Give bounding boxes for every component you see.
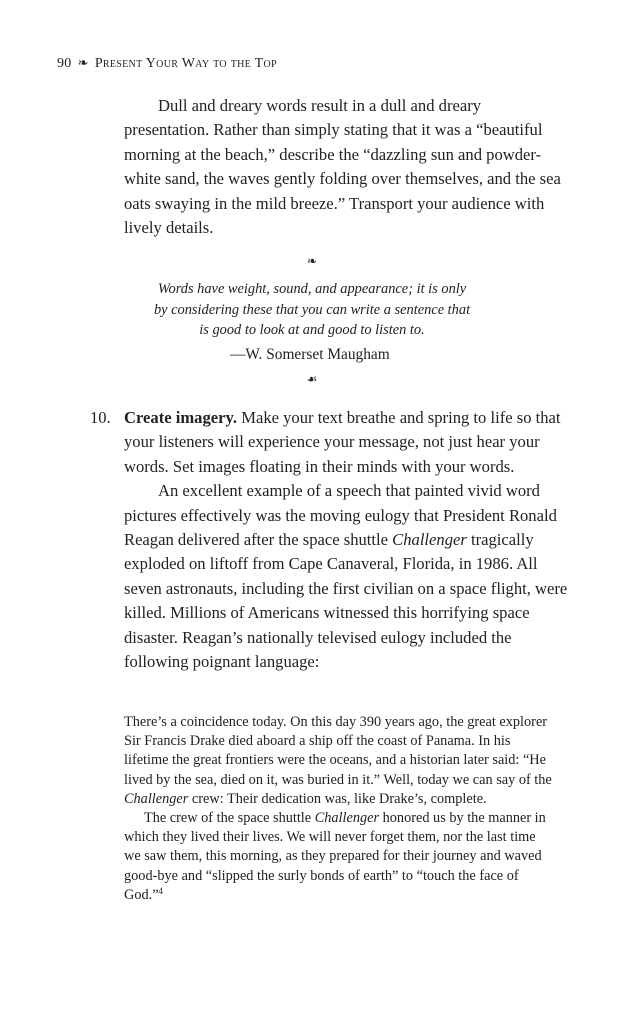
epigraph-line-2: by considering these that you can write a sentence that [153,301,471,318]
epigraph-line-1: Words have weight, sound, and appearance; it is only [157,281,467,297]
item-paragraph-1 [124,406,570,479]
intro-section [124,94,568,240]
list-item-10 [90,406,570,674]
shuttle-name: Challenger [392,530,467,550]
item-p2-text-before: An excellent example of a speech that painted vivid word pictures effectively was the moving eulogy that President Ronald Reagan delivered after the space shuttle [124,481,557,550]
quote-p2-before: The crew of the space shuttle [144,810,315,827]
block-quote [124,713,554,905]
running-head [57,55,277,72]
book-title: Present Your Way to the Top [94,56,277,71]
quote-p1-after: crew: Their dedication was, like Drake’s, complete. [188,790,487,807]
quote-p2-after: honored us by the manner in which they lived their lives. We will never forget them, nor the last time we saw them, this morning, as they prepared for their journey and waved good-bye and “slipped the surly bonds of earth” to “touch the face of God.” [124,810,546,903]
list-number: 10. [90,408,111,427]
item-paragraph-2 [124,479,570,674]
fleuron-icon: ❧ [77,55,89,70]
quote-paragraph-2 [124,809,554,905]
quote-p1-before: There’s a coincidence today. On this day 390 years ago, the great explorer Sir Francis Drake died aboard a ship off the coast of Panama. In his lifetime the great frontiers were the oceans, and a historian later said: “He lived by the sea, died on it, was buried in it.” Well, today we can say of the [124,714,552,788]
item-lead: Create imagery. [124,408,238,427]
quote-paragraph-1 [124,713,554,809]
ornament-bottom-icon: ☙ [306,372,318,386]
intro-paragraph: Dull and dreary words result in a dull and dreary presentation. Rather than simply stating that it was a “beautiful morning at the beach,” describe the “dazzling sun and powder-white sand, the waves gently folding over themselves, and the sea oats swaying in the mild breeze.” Transport your audience with lively details. [124,96,561,238]
epigraph-attribution: —W. Somerset Maugham [230,346,390,363]
footnote-marker: 4 [158,885,164,896]
ornament-top-icon: ❧ [306,254,318,268]
list-item-content [124,406,570,674]
quote-shuttle-name-2: Challenger [314,810,380,827]
item-p2-text-after: tragically exploded on liftoff from Cape Canaveral, Florida, in 1986. All seven astronauts, including the first civilian on a space flight, were killed. Millions of Americans witnessed this horrifying space disaster. Reagan’s nationally televised eulogy included the following poignant language: [124,530,568,672]
epigraph [124,279,500,341]
quote-shuttle-name-1: Challenger [124,790,189,807]
item-text: Make your text breathe and spring to life so that your listeners will experience your message, not just hear your words. Set images floating in their minds with your words. [124,408,561,476]
epigraph-line-3: is good to look at and good to listen to. [199,322,425,338]
page-number: 90 [57,56,72,71]
